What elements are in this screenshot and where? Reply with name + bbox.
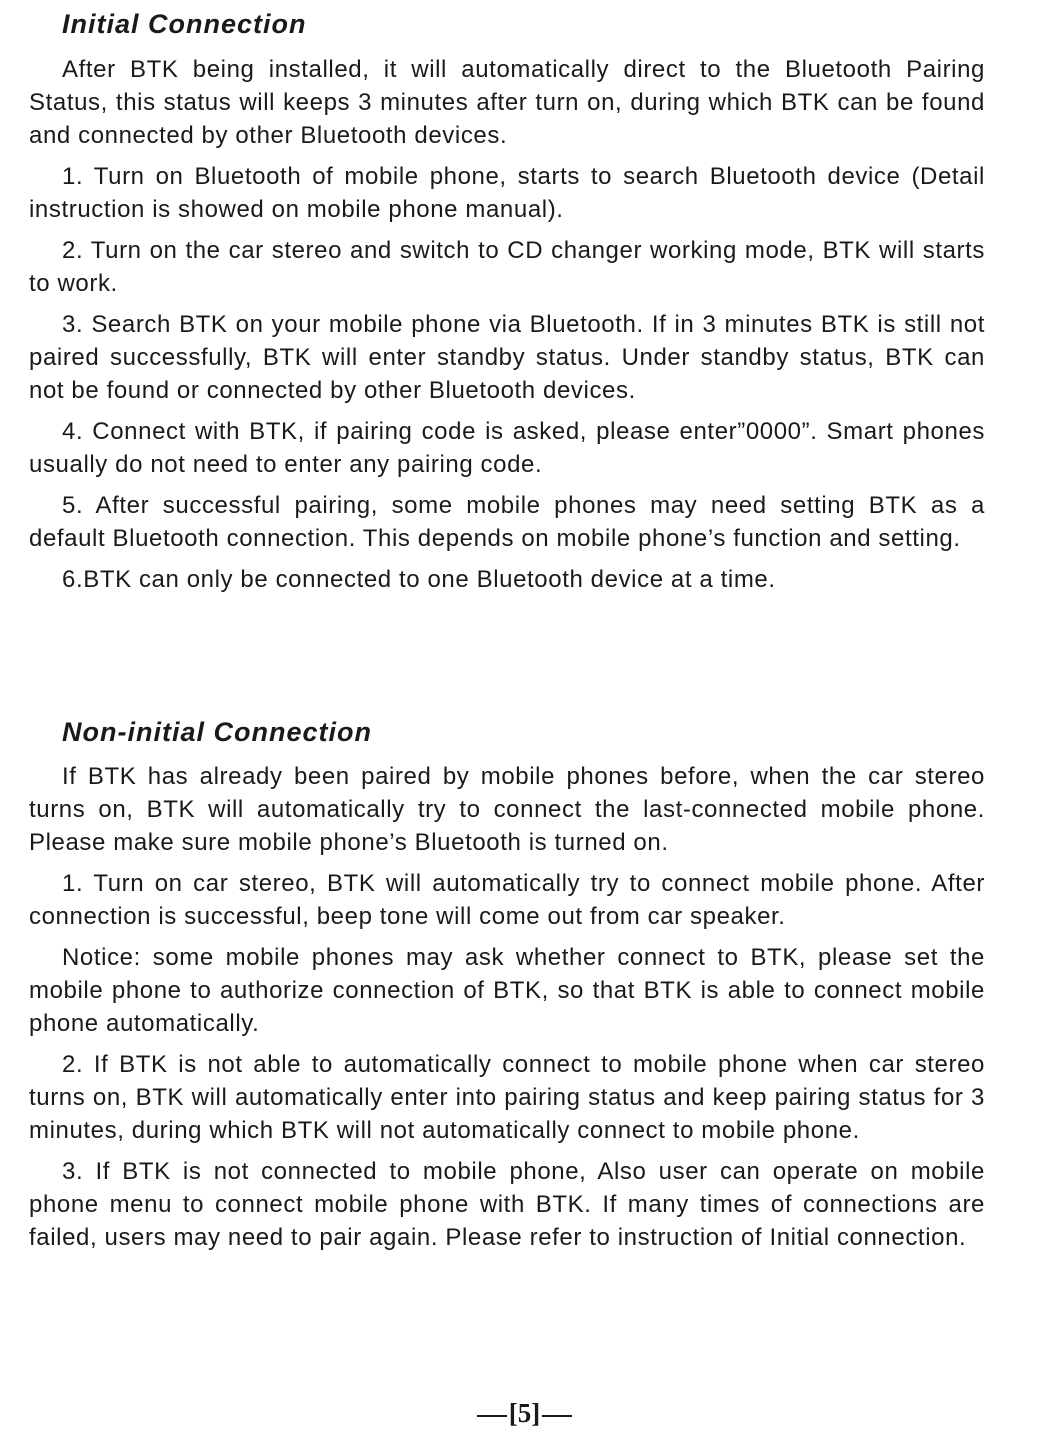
paragraph: 6.BTK can only be connected to one Bluetooth device at a time. bbox=[62, 566, 776, 593]
paragraph: 1. Turn on Bluetooth of mobile phone, starts to search Bluetooth device (Detail instruction is showed on mobile phone manual). bbox=[29, 163, 985, 223]
paragraph: Notice: some mobile phones may ask whether connect to BTK, please set the mobile phone to authorize connection of BTK, so that BTK is able to connect mobile phone automatically. bbox=[29, 944, 985, 1037]
footer-dash-left bbox=[477, 1415, 507, 1417]
page-number: [5] bbox=[508, 1398, 541, 1428]
paragraph: After BTK being installed, it will automatically direct to the Bluetooth Pairing Status, this status will keeps 3 minutes after turn on, during which BTK can be found and connected by other Bluetooth devices. bbox=[29, 56, 985, 149]
paragraph: If BTK has already been paired by mobile phones before, when the car stereo turns on, BTK will automatically try to connect the last-connected mobile phone. Please make sure mobile phone’s Bluetooth is turned on. bbox=[29, 763, 985, 856]
paragraph: 3. Search BTK on your mobile phone via Bluetooth. If in 3 minutes BTK is still not paired successfully, BTK will enter standby status. Under standby status, BTK can not be found or connected by other Bluetooth devices. bbox=[29, 311, 985, 404]
paragraph: 1. Turn on car stereo, BTK will automatically try to connect mobile phone. After connection is successful, beep tone will come out from car speaker. bbox=[29, 870, 985, 930]
section-heading-initial-connection: Initial Connection bbox=[62, 9, 307, 39]
initial-connection-body bbox=[29, 53, 985, 604]
paragraph: 5. After successful pairing, some mobile phones may need setting BTK as a default Bluetooth connection. This depends on mobile phone’s function and setting. bbox=[29, 492, 985, 552]
page-footer bbox=[0, 1398, 1049, 1429]
footer-dash-right bbox=[542, 1415, 572, 1417]
non-initial-connection-body bbox=[29, 760, 985, 1262]
section-heading-non-initial-connection: Non-initial Connection bbox=[62, 717, 372, 747]
paragraph: 3. If BTK is not connected to mobile phone, Also user can operate on mobile phone menu to connect mobile phone with BTK. If many times of connections are failed, users may need to pair again. Please refer to instruction of Initial connection. bbox=[29, 1158, 985, 1251]
paragraph: 2. If BTK is not able to automatically connect to mobile phone when car stereo turns on, BTK will automatically enter into pairing status and keep pairing status for 3 minutes, during which BTK will not automatically connect to mobile phone. bbox=[29, 1051, 985, 1144]
paragraph: 2. Turn on the car stereo and switch to CD changer working mode, BTK will starts to work. bbox=[29, 237, 985, 297]
paragraph: 4. Connect with BTK, if pairing code is asked, please enter”0000”. Smart phones usually do not need to enter any pairing code. bbox=[29, 418, 985, 478]
